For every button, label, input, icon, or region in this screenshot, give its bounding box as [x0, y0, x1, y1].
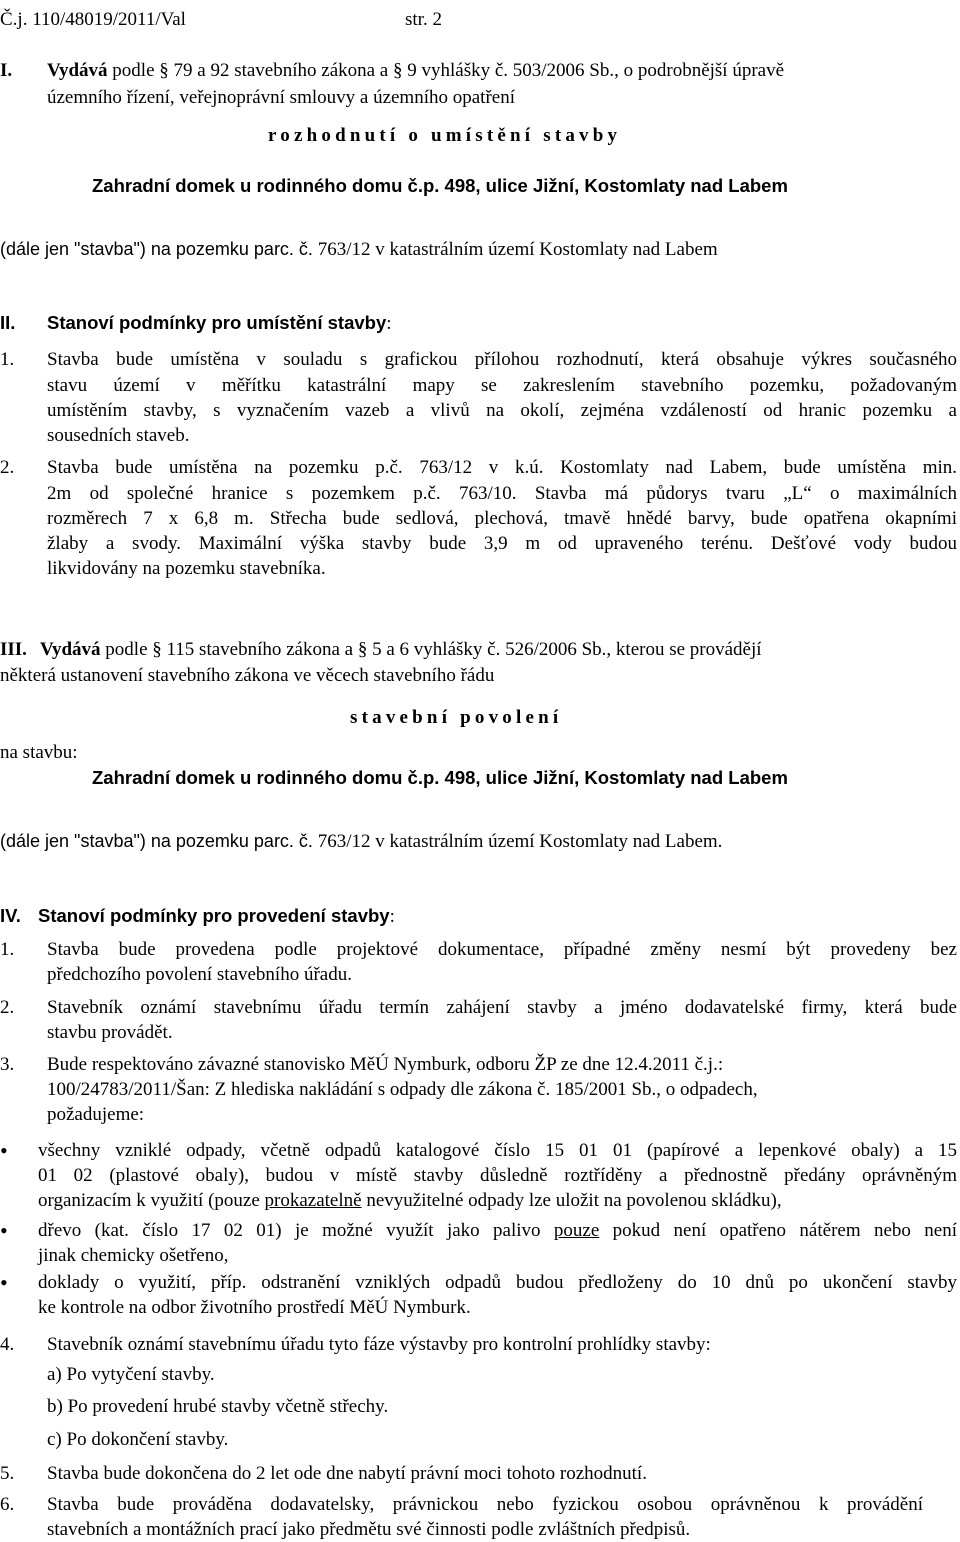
section-4-title: Stanoví podmínky pro provedení stavby: [38, 905, 390, 926]
section-2-item-2-number: 2.: [0, 457, 15, 478]
section-1-lead: Vydává: [47, 60, 108, 81]
section-4-item-2: [47, 995, 957, 1045]
section-3-intro-line2: některá ustanovení stavebního zákona ve věcech stavebního řádu: [0, 665, 495, 686]
bullet-3-line: ke kontrole na odbor životního prostředí MěÚ Nymburk.: [38, 1297, 471, 1318]
bullet-1-line: všechny vzniklé odpady, včetně odpadů katalogové číslo 15 01 01 (papírové a lepenkové obaly) a 15: [38, 1140, 957, 1161]
section-2-item-1-cont: [47, 373, 957, 448]
section-2-item-1: [47, 347, 957, 372]
section-2-item-2: [47, 455, 957, 480]
section-2-item-2-line: žlaby a svody. Maximální výška stavby bude 3,9 m od upraveného terénu. Dešťové vody budou: [47, 533, 957, 554]
bullet-item-2: [0, 1218, 957, 1268]
section-4-item-4-text: Stavebník oznámí stavebnímu úřadu tyto fáze výstavby pro kontrolní prohlídky stavby:: [47, 1334, 711, 1355]
section-2-item-1-line: stavu území v měřítku katastrální mapy se zakreslením stavebního pozemku, požadovaným: [47, 375, 957, 396]
section-2-item-2-line: rozměrech 7 x 6,8 m. Střecha bude sedlová, plechová, tmavě hnědé barvy, bude opatřena okapními: [47, 508, 957, 529]
sub-item-b: b) Po provedení hrubé stavby včetně střechy.: [47, 1396, 389, 1417]
section-4-item-3-line: 100/24783/2011/Šan: Z hlediska nakládání s odpady dle zákona č. 185/2001 Sb., o odpadech,: [47, 1079, 758, 1100]
section-1-intro: [47, 58, 952, 83]
section-3-intro: [40, 637, 957, 662]
section-3-lead: Vydává: [40, 639, 101, 660]
bullet-item-1: [0, 1138, 957, 1213]
section-4-item-4-number: 4.: [0, 1334, 15, 1355]
decision-heading: rozhodnutí o umístění stavby: [268, 125, 622, 146]
page-number: str. 2: [405, 9, 442, 30]
section-4-item-1: [47, 937, 957, 987]
sub-item-c: c) Po dokončení stavby.: [47, 1429, 229, 1450]
bullet-icon: •: [0, 1138, 8, 1163]
bullet-icon: •: [0, 1218, 8, 1243]
bullet-1-line3-start: organizacím k využití (pouze: [38, 1190, 265, 1211]
section-4-colon: :: [389, 906, 395, 927]
section-2-item-1-line: Stavba bude umístěna v souladu s grafickou přílohou rozhodnutí, která obsahuje výkres současného: [47, 349, 957, 370]
section-2-item-1-line: sousedních staveb.: [47, 425, 190, 446]
section-4-item-6-line: Stavba bude prováděna dodavatelsky, právnickou nebo fyzickou osobou oprávněnou k provádění: [47, 1494, 923, 1515]
na-stavbu-label: na stavbu:: [0, 742, 78, 763]
section-3-intro-text: podle § 115 stavebního zákona a § 5 a 6 vyhlášky č. 526/2006 Sb., kterou se provádějí: [100, 639, 762, 660]
bullet-2-line1-start: dřevo (kat. číslo 17 02 01) je možné využít jako palivo: [38, 1220, 554, 1241]
bullet-item-1-text: [38, 1138, 957, 1213]
bullet-item-3: [0, 1270, 957, 1320]
section-4-item-3-number: 3.: [0, 1054, 15, 1075]
section-2-number: II.: [0, 312, 16, 333]
bullet-2-line: [38, 1218, 957, 1243]
section-4-item-2-number: 2.: [0, 997, 15, 1018]
bullet-1-line: 01 02 (plastové obaly), budou v místě stavby důsledně roztříděny a přednostně předány oprávněným: [38, 1165, 957, 1186]
parcel-line-prefix: (dále jen "stavba") na pozemku parc. č.: [0, 239, 313, 259]
emphasis-underlined: pouze: [553, 1220, 600, 1241]
section-2-item-2-line: likvidovány na pozemku stavebníka.: [47, 558, 326, 579]
section-4-item-5-number: 5.: [0, 1463, 15, 1484]
bullet-2-line: jinak chemicky ošetřeno,: [38, 1245, 229, 1266]
section-4-item-6-number: 6.: [0, 1494, 15, 1515]
section-2-item-1-number: 1.: [0, 349, 15, 370]
permit-heading: stavební povolení: [350, 707, 563, 728]
section-4-item-3: [47, 1052, 957, 1127]
parcel-line-suffix: 763/12 v katastrálním území Kostomlaty nad Labem: [312, 239, 718, 260]
section-4-item-1-line: Stavba bude provedena podle projektové dokumentace, případné změny nesmí být provedeny bez: [47, 939, 957, 960]
section-1-intro-text: podle § 79 a 92 stavebního zákona a § 9 vyhlášky č. 503/2006 Sb., o podrobnější úpravě: [107, 60, 785, 81]
parcel-line-2-prefix: (dále jen "stavba") na pozemku parc. č.: [0, 831, 313, 851]
section-4-item-6-line: stavebních a montážních prací jako předmětu své činnosti podle zvláštních předpisů.: [47, 1519, 691, 1540]
building-title: Zahradní domek u rodinného domu č.p. 498, ulice Jižní, Kostomlaty nad Labem: [92, 175, 788, 196]
bullet-icon: •: [0, 1270, 8, 1295]
section-2-colon: :: [386, 313, 392, 334]
building-title-2: Zahradní domek u rodinného domu č.p. 498, ulice Jižní, Kostomlaty nad Labem: [92, 767, 788, 788]
emphasis-underlined: prokazatelně: [264, 1190, 362, 1211]
parcel-line-2-suffix: 763/12 v katastrálním území Kostomlaty nad Labem.: [312, 831, 723, 852]
section-1-intro-line2: územního řízení, veřejnoprávní smlouvy a územního opatření: [47, 87, 515, 108]
section-3-number: III.: [0, 639, 27, 660]
bullet-item-3-text: [38, 1270, 957, 1320]
section-2-item-1-line: umístěním stavby, s vyznačením vazeb a vlivů na okolí, zejména vzdáleností od hranic pozemku a: [47, 400, 957, 421]
section-4-item-1-number: 1.: [0, 939, 15, 960]
bullet-1-line: [38, 1188, 957, 1213]
section-4-item-3-line: Bude respektováno závazné stanovisko MěÚ Nymburk, odboru ŽP ze dne 12.4.2011 č.j.:: [47, 1054, 724, 1075]
bullet-3-line: doklady o využití, příp. odstranění vzniklých odpadů budou předloženy do 10 dnů po ukončení stavby: [38, 1272, 957, 1293]
section-2-heading: [47, 310, 392, 336]
parcel-line-2: [0, 829, 722, 854]
section-4-item-6: [47, 1492, 923, 1542]
section-4-number: IV.: [0, 905, 21, 926]
section-4-item-3-line: požadujeme:: [47, 1104, 145, 1125]
bullet-1-line3-end: nevyužitelné odpady lze uložit na povolenou skládku),: [361, 1190, 782, 1211]
section-4-heading: [38, 903, 395, 929]
section-2-item-2-cont: [47, 481, 957, 581]
section-4-item-5-text: Stavba bude dokončena do 2 let ode dne nabytí právní moci tohoto rozhodnutí.: [47, 1463, 647, 1484]
section-2-item-2-line: 2m od společné hranice s pozemkem p.č. 763/10. Stavba má půdorys tvaru „L“ o maximálních: [47, 483, 957, 504]
parcel-line: [0, 237, 718, 262]
section-2-title: Stanoví podmínky pro umístění stavby: [47, 312, 387, 333]
section-2-item-2-line: Stavba bude umístěna na pozemku p.č. 763/12 v k.ú. Kostomlaty nad Labem, bude umístěna min.: [47, 457, 957, 478]
section-1-number: I.: [0, 60, 13, 81]
section-4-item-1-line: předchozího povolení stavebního úřadu.: [47, 964, 352, 985]
bullet-2-line1-end: pokud není opatřeno nátěrem nebo není: [599, 1220, 958, 1241]
section-4-item-2-line: Stavebník oznámí stavebnímu úřadu termín zahájení stavby a jméno dodavatelské firmy, která bude: [47, 997, 957, 1018]
document-reference: Č.j. 110/48019/2011/Val: [0, 9, 186, 30]
bullet-item-2-text: [38, 1218, 957, 1268]
sub-item-a: a) Po vytyčení stavby.: [47, 1364, 215, 1385]
section-4-item-2-line: stavbu provádět.: [47, 1022, 173, 1043]
